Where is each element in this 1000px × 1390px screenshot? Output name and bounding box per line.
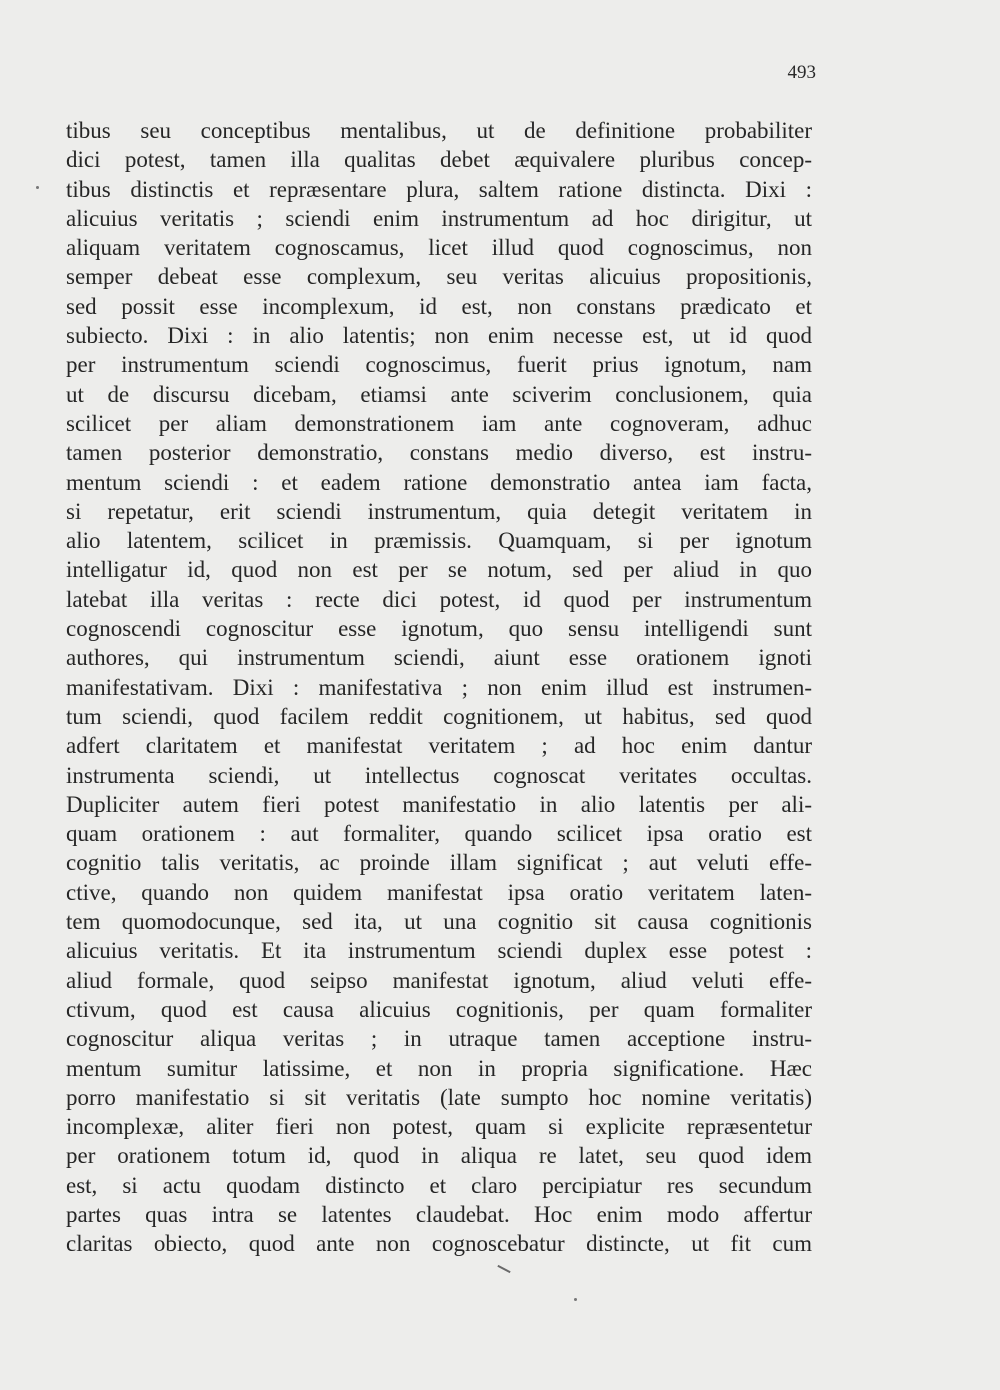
text-line: aliud formale, quod seipso manifestat ignotum, aliud veluti effe- — [66, 967, 812, 993]
text-line: semper debeat esse complexum, seu veritas alicuius propositionis, — [66, 264, 812, 290]
text-line: tem quomodocunque, sed ita, ut una cognitio sit causa cognitionis — [66, 909, 812, 935]
text-line: instrumenta sciendi, ut intellectus cognoscat veritates occultas. — [66, 762, 812, 788]
text-line: est, si actu quodam distincto et claro percipiatur res secundum — [66, 1172, 812, 1198]
body-text — [66, 116, 812, 1259]
text-line: scilicet per aliam demonstrationem iam ante cognoveram, adhuc — [66, 410, 812, 436]
text-line: ut de discursu dicebam, etiamsi ante sciverim conclusionem, quia — [66, 381, 812, 407]
text-line: alicuius veritatis ; sciendi enim instrumentum ad hoc dirigitur, ut — [66, 205, 812, 231]
text-line: porro manifestatio si sit veritatis (late sumpto hoc nomine veritatis) — [66, 1084, 812, 1110]
text-line: cognoscitur aliqua veritas ; in utraque tamen acceptione instru- — [66, 1026, 812, 1052]
text-line: cognitio talis veritatis, ac proinde illam significat ; aut veluti effe- — [66, 850, 812, 876]
text-line: per instrumentum sciendi cognoscimus, fuerit prius ignotum, nam — [66, 352, 812, 378]
text-line: dici potest, tamen illa qualitas debet æquivalere pluribus concep- — [66, 147, 812, 173]
text-line: quam orationem : aut formaliter, quando scilicet ipsa oratio est — [66, 821, 812, 847]
text-line: partes quas intra se latentes claudebat. Hoc enim modo affertur — [66, 1201, 812, 1227]
paper-mark — [497, 1265, 510, 1273]
text-line: sed possit esse incomplexum, id est, non constans prædicato et — [66, 293, 812, 319]
text-line: tamen posterior demonstratio, constans medio diverso, est instru- — [66, 440, 812, 466]
text-line: per orationem totum id, quod in aliqua re latet, seu quod idem — [66, 1143, 812, 1169]
text-line: cognoscendi cognoscitur esse ignotum, quo sensu intelligendi sunt — [66, 616, 812, 642]
text-line: ctivum, quod est causa alicuius cognitionis, per quam formaliter — [66, 996, 812, 1022]
text-line: tum sciendi, quod facilem reddit cognitionem, ut habitus, sed quod — [66, 703, 812, 729]
text-line: adfert claritatem et manifestat veritatem ; ad hoc enim dantur — [66, 733, 812, 759]
text-line: ctive, quando non quidem manifestat ipsa oratio veritatem laten- — [66, 879, 812, 905]
text-line: authores, qui instrumentum sciendi, aiunt esse orationem ignoti — [66, 645, 812, 671]
text-line: Dupliciter autem fieri potest manifestatio in alio latentis per ali- — [66, 791, 812, 817]
paper-speck — [574, 1298, 577, 1301]
text-line: mentum sciendi : et eadem ratione demonstratio antea iam facta, — [66, 469, 812, 495]
text-line: aliquam veritatem cognoscamus, licet illud quod cognoscimus, non — [66, 235, 812, 261]
text-line: claritas obiecto, quod ante non cognoscebatur distincte, ut fit cum — [66, 1231, 812, 1257]
text-line: latebat illa veritas : recte dici potest, id quod per instrumentum — [66, 586, 812, 612]
text-line: incomplexæ, aliter fieri non potest, quam si explicite repræsentetur — [66, 1114, 812, 1140]
text-line: tibus seu conceptibus mentalibus, ut de definitione probabiliter — [66, 118, 812, 143]
paper-speck — [36, 186, 39, 189]
text-line: tibus distinctis et repræsentare plura, saltem ratione distincta. Dixi : — [66, 176, 812, 202]
text-line: alio latentem, scilicet in præmissis. Quamquam, si per ignotum — [66, 528, 812, 554]
text-line: intelligatur id, quod non est per se notum, sed per aliud in quo — [66, 557, 812, 583]
text-line: mentum sumitur latissime, et non in propria significatione. Hæc — [66, 1055, 812, 1081]
page-number: 493 — [787, 62, 816, 83]
text-line: alicuius veritatis. Et ita instrumentum sciendi duplex esse potest : — [66, 938, 812, 964]
text-line: si repetatur, erit sciendi instrumentum, quia detegit veritatem in — [66, 498, 812, 524]
text-line: manifestativam. Dixi : manifestativa ; non enim illud est instrumen- — [66, 674, 812, 700]
text-line: subiecto. Dixi : in alio latentis; non enim necesse est, ut id quod — [66, 323, 812, 349]
